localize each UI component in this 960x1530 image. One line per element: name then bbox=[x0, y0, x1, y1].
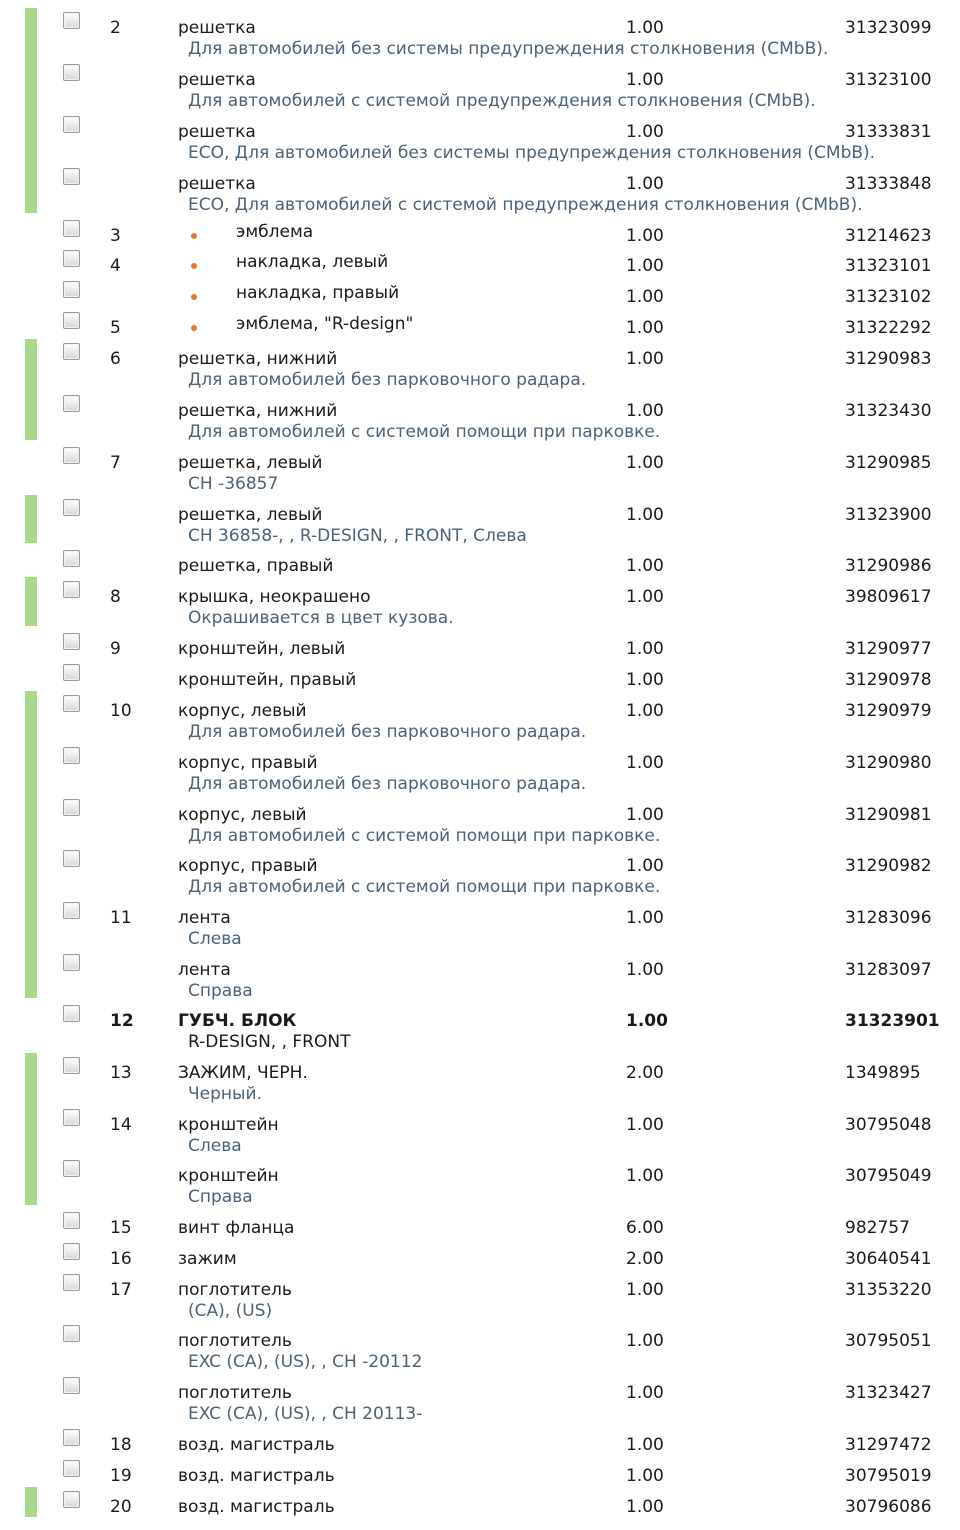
part-select-checkbox[interactable] bbox=[63, 395, 80, 412]
part-select-checkbox[interactable] bbox=[63, 1160, 80, 1177]
part-note: CH 36858-, , R-DESIGN, , FRONT, Слева bbox=[188, 526, 527, 546]
part-number: 31214623 bbox=[845, 226, 932, 246]
part-note: ECO, Для автомобилей без системы предупреждения столкновения (CMbB). bbox=[188, 143, 876, 163]
part-select-checkbox[interactable] bbox=[63, 250, 80, 267]
position-number: 3 bbox=[110, 226, 121, 246]
part-number: 31323901 bbox=[845, 1011, 940, 1031]
group-indicator-bar bbox=[25, 495, 37, 543]
part-quantity: 6.00 bbox=[626, 1218, 664, 1238]
part-quantity: 1.00 bbox=[626, 639, 664, 659]
part-quantity: 1.00 bbox=[626, 505, 664, 525]
part-name: корпус, правый bbox=[178, 856, 318, 876]
part-select-checkbox[interactable] bbox=[63, 499, 80, 516]
part-name: возд. магистраль bbox=[178, 1466, 335, 1486]
part-name: поглотитель bbox=[178, 1383, 292, 1403]
group-indicator-bar bbox=[25, 1487, 37, 1517]
position-number: 12 bbox=[110, 1011, 134, 1031]
part-note: R-DESIGN, , FRONT bbox=[188, 1032, 351, 1052]
part-select-checkbox[interactable] bbox=[63, 1491, 80, 1508]
part-select-checkbox[interactable] bbox=[63, 664, 80, 681]
part-name: возд. магистраль bbox=[178, 1435, 335, 1455]
group-indicator-bar bbox=[25, 1053, 37, 1205]
group-indicator-bar bbox=[25, 8, 37, 213]
part-name: корпус, левый bbox=[178, 805, 307, 825]
part-name: лента bbox=[178, 960, 231, 980]
part-select-checkbox[interactable] bbox=[63, 1005, 80, 1022]
part-select-checkbox[interactable] bbox=[63, 550, 80, 567]
bullet-icon bbox=[191, 233, 197, 239]
part-number: 31283096 bbox=[845, 908, 932, 928]
part-name: зажим bbox=[178, 1249, 237, 1269]
part-select-checkbox[interactable] bbox=[63, 64, 80, 81]
part-select-checkbox[interactable] bbox=[63, 695, 80, 712]
part-name: поглотитель bbox=[178, 1280, 292, 1300]
part-number: 31290980 bbox=[845, 753, 932, 773]
part-number: 31297472 bbox=[845, 1435, 932, 1455]
part-note: Для автомобилей с системой помощи при парковке. bbox=[188, 422, 661, 442]
part-number: 31323430 bbox=[845, 401, 932, 421]
part-name: решетка, правый bbox=[178, 556, 334, 576]
part-number: 31290978 bbox=[845, 670, 932, 690]
part-select-checkbox[interactable] bbox=[63, 581, 80, 598]
part-quantity: 1.00 bbox=[626, 670, 664, 690]
part-select-checkbox[interactable] bbox=[63, 343, 80, 360]
part-number: 31290979 bbox=[845, 701, 932, 721]
position-number: 11 bbox=[110, 908, 132, 928]
group-indicator-bar bbox=[25, 339, 37, 440]
part-note: EXC (CA), (US), , CH 20113- bbox=[188, 1404, 423, 1424]
part-note: Для автомобилей с системой помощи при парковке. bbox=[188, 877, 661, 897]
part-quantity: 1.00 bbox=[626, 18, 664, 38]
part-number: 30796086 bbox=[845, 1497, 932, 1517]
part-number: 31290983 bbox=[845, 349, 932, 369]
part-name: решетка bbox=[178, 70, 256, 90]
part-name: решетка bbox=[178, 122, 256, 142]
part-name: накладка, левый bbox=[236, 252, 389, 272]
part-note: Черный. bbox=[188, 1084, 262, 1104]
part-note: Для автомобилей с системой предупреждения столкновения (CMbB). bbox=[188, 91, 816, 111]
part-note: Справа bbox=[188, 1187, 253, 1207]
part-note: Справа bbox=[188, 981, 253, 1001]
position-number: 10 bbox=[110, 701, 132, 721]
part-name: кронштейн, левый bbox=[178, 639, 346, 659]
part-number: 30640541 bbox=[845, 1249, 932, 1269]
part-name: эмблема bbox=[236, 222, 314, 242]
part-number: 30795049 bbox=[845, 1166, 932, 1186]
part-note: Для автомобилей без системы предупреждения столкновения (CMbB). bbox=[188, 39, 829, 59]
position-number: 18 bbox=[110, 1435, 132, 1455]
part-quantity: 1.00 bbox=[626, 1166, 664, 1186]
part-select-checkbox[interactable] bbox=[63, 850, 80, 867]
position-number: 17 bbox=[110, 1280, 132, 1300]
part-number: 31322292 bbox=[845, 318, 932, 338]
part-name: решетка, левый bbox=[178, 505, 323, 525]
part-note: Для автомобилей с системой помощи при парковке. bbox=[188, 826, 661, 846]
part-note: Для автомобилей без парковочного радара. bbox=[188, 722, 587, 742]
part-select-checkbox[interactable] bbox=[63, 312, 80, 329]
position-number: 16 bbox=[110, 1249, 132, 1269]
part-name: крышка, неокрашено bbox=[178, 587, 371, 607]
part-select-checkbox[interactable] bbox=[63, 633, 80, 650]
part-number: 31323101 bbox=[845, 256, 932, 276]
part-quantity: 1.00 bbox=[626, 805, 664, 825]
part-select-checkbox[interactable] bbox=[63, 1057, 80, 1074]
part-number: 31323100 bbox=[845, 70, 932, 90]
part-select-checkbox[interactable] bbox=[63, 1243, 80, 1260]
part-number: 31323427 bbox=[845, 1383, 932, 1403]
part-number: 31323099 bbox=[845, 18, 932, 38]
part-quantity: 1.00 bbox=[626, 1280, 664, 1300]
part-number: 31290977 bbox=[845, 639, 932, 659]
part-number: 31290985 bbox=[845, 453, 932, 473]
position-number: 9 bbox=[110, 639, 121, 659]
part-name: решетка bbox=[178, 174, 256, 194]
part-number: 30795048 bbox=[845, 1115, 932, 1135]
part-quantity: 1.00 bbox=[626, 70, 664, 90]
part-select-checkbox[interactable] bbox=[63, 1109, 80, 1126]
part-number: 31333831 bbox=[845, 122, 932, 142]
part-name: решетка, нижний bbox=[178, 349, 338, 369]
position-number: 8 bbox=[110, 587, 121, 607]
part-select-checkbox[interactable] bbox=[63, 1377, 80, 1394]
part-quantity: 1.00 bbox=[626, 349, 664, 369]
part-name: кронштейн, правый bbox=[178, 670, 357, 690]
position-number: 4 bbox=[110, 256, 121, 276]
part-select-checkbox[interactable] bbox=[63, 447, 80, 464]
part-number: 31290986 bbox=[845, 556, 932, 576]
bullet-icon bbox=[191, 325, 197, 331]
part-quantity: 1.00 bbox=[626, 174, 664, 194]
part-quantity: 1.00 bbox=[626, 1435, 664, 1455]
part-note: Для автомобилей без парковочного радара. bbox=[188, 774, 587, 794]
part-number: 39809617 bbox=[845, 587, 932, 607]
part-select-checkbox[interactable] bbox=[63, 954, 80, 971]
part-number: 982757 bbox=[845, 1218, 910, 1238]
part-name: ЗАЖИМ, ЧЕРН. bbox=[178, 1063, 308, 1083]
position-number: 7 bbox=[110, 453, 121, 473]
part-name: решетка, левый bbox=[178, 453, 323, 473]
position-number: 2 bbox=[110, 18, 121, 38]
part-quantity: 1.00 bbox=[626, 701, 664, 721]
part-name: решетка, нижний bbox=[178, 401, 338, 421]
bullet-icon bbox=[191, 294, 197, 300]
part-name: кронштейн bbox=[178, 1166, 279, 1186]
group-indicator-bar bbox=[25, 691, 37, 998]
part-quantity: 1.00 bbox=[626, 556, 664, 576]
part-note: ECO, Для автомобилей с системой предупреждения столкновения (CMbB). bbox=[188, 195, 863, 215]
part-number: 31353220 bbox=[845, 1280, 932, 1300]
part-quantity: 1.00 bbox=[626, 1331, 664, 1351]
part-number: 31283097 bbox=[845, 960, 932, 980]
part-name: корпус, левый bbox=[178, 701, 307, 721]
part-select-checkbox[interactable] bbox=[63, 220, 80, 237]
part-note: Окрашивается в цвет кузова. bbox=[188, 608, 454, 628]
part-name: лента bbox=[178, 908, 231, 928]
part-quantity: 1.00 bbox=[626, 587, 664, 607]
position-number: 20 bbox=[110, 1497, 132, 1517]
part-select-checkbox[interactable] bbox=[63, 799, 80, 816]
part-name: накладка, правый bbox=[236, 283, 400, 303]
part-select-checkbox[interactable] bbox=[63, 1212, 80, 1229]
part-select-checkbox[interactable] bbox=[63, 1274, 80, 1291]
part-name: эмблема, "R-design" bbox=[236, 314, 414, 334]
part-select-checkbox[interactable] bbox=[63, 902, 80, 919]
part-name: поглотитель bbox=[178, 1331, 292, 1351]
part-quantity: 1.00 bbox=[626, 287, 664, 307]
part-select-checkbox[interactable] bbox=[63, 168, 80, 185]
part-name: ГУБЧ. БЛОК bbox=[178, 1011, 297, 1031]
part-quantity: 1.00 bbox=[626, 1466, 664, 1486]
position-number: 5 bbox=[110, 318, 121, 338]
part-number: 31333848 bbox=[845, 174, 932, 194]
part-number: 30795051 bbox=[845, 1331, 932, 1351]
position-number: 13 bbox=[110, 1063, 132, 1083]
part-select-checkbox[interactable] bbox=[63, 747, 80, 764]
part-number: 1349895 bbox=[845, 1063, 921, 1083]
part-quantity: 1.00 bbox=[626, 1011, 668, 1031]
part-name: возд. магистраль bbox=[178, 1497, 335, 1517]
part-select-checkbox[interactable] bbox=[63, 1429, 80, 1446]
part-note: (CA), (US) bbox=[188, 1301, 273, 1321]
position-number: 15 bbox=[110, 1218, 132, 1238]
part-number: 31290982 bbox=[845, 856, 932, 876]
part-quantity: 1.00 bbox=[626, 856, 664, 876]
group-indicator-bar bbox=[25, 577, 37, 626]
position-number: 14 bbox=[110, 1115, 132, 1135]
part-note: Слева bbox=[188, 1136, 242, 1156]
part-note: Слева bbox=[188, 929, 242, 949]
part-select-checkbox[interactable] bbox=[63, 1460, 80, 1477]
part-number: 31323900 bbox=[845, 505, 932, 525]
position-number: 6 bbox=[110, 349, 121, 369]
part-select-checkbox[interactable] bbox=[63, 116, 80, 133]
part-name: корпус, правый bbox=[178, 753, 318, 773]
position-number: 19 bbox=[110, 1466, 132, 1486]
part-number: 31323102 bbox=[845, 287, 932, 307]
part-select-checkbox[interactable] bbox=[63, 1325, 80, 1342]
part-number: 31290981 bbox=[845, 805, 932, 825]
part-quantity: 1.00 bbox=[626, 122, 664, 142]
part-quantity: 1.00 bbox=[626, 453, 664, 473]
part-quantity: 1.00 bbox=[626, 1383, 664, 1403]
part-note: CH -36857 bbox=[188, 474, 279, 494]
part-name: кронштейн bbox=[178, 1115, 279, 1135]
part-quantity: 1.00 bbox=[626, 753, 664, 773]
part-quantity: 1.00 bbox=[626, 256, 664, 276]
bullet-icon bbox=[191, 263, 197, 269]
part-quantity: 2.00 bbox=[626, 1249, 664, 1269]
part-quantity: 1.00 bbox=[626, 318, 664, 338]
part-quantity: 2.00 bbox=[626, 1063, 664, 1083]
part-quantity: 1.00 bbox=[626, 1115, 664, 1135]
part-name: винт фланца bbox=[178, 1218, 295, 1238]
part-quantity: 1.00 bbox=[626, 401, 664, 421]
part-quantity: 1.00 bbox=[626, 226, 664, 246]
part-select-checkbox[interactable] bbox=[63, 12, 80, 29]
part-note: EXC (CA), (US), , CH -20112 bbox=[188, 1352, 423, 1372]
part-name: решетка bbox=[178, 18, 256, 38]
part-note: Для автомобилей без парковочного радара. bbox=[188, 370, 587, 390]
part-select-checkbox[interactable] bbox=[63, 281, 80, 298]
part-quantity: 1.00 bbox=[626, 960, 664, 980]
part-number: 30795019 bbox=[845, 1466, 932, 1486]
part-quantity: 1.00 bbox=[626, 908, 664, 928]
part-quantity: 1.00 bbox=[626, 1497, 664, 1517]
